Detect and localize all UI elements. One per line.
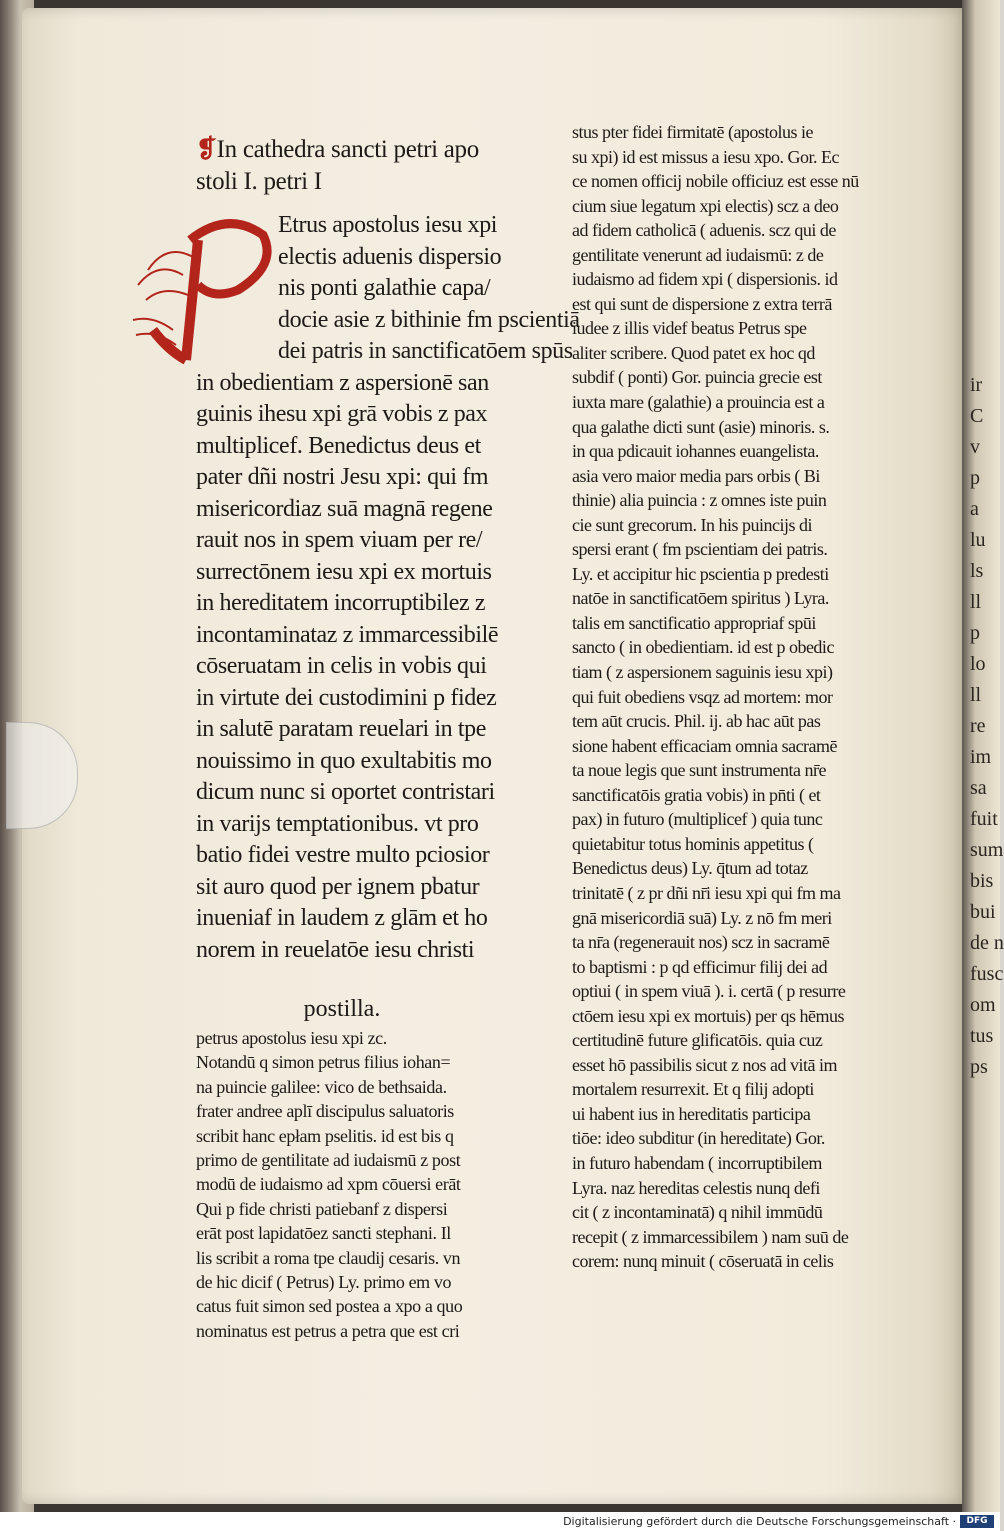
- postilla-line: Notandū q simon petrus filius iohan=: [196, 1052, 451, 1073]
- right-column: [572, 120, 912, 1274]
- facing-page-fragment: ll: [970, 591, 982, 613]
- commentary-line: tiam ( z aspersionem saguinis iesu xpi): [572, 662, 833, 683]
- facing-page-fragment: lu: [970, 529, 986, 551]
- commentary-line: mortalem resurrexit. Et q filij adopti: [572, 1079, 814, 1100]
- main-text-line: rauit nos in spem viuam per re/: [196, 527, 483, 553]
- main-text-line: misericordiaz suā magnā regene: [196, 495, 493, 522]
- main-text-line: in salutē paratam reuelari in tpe: [196, 716, 486, 742]
- main-text-line: inueniaf in laudem z glām et ho: [196, 905, 488, 931]
- postilla-line: erāt post lapidatōez sancti stephani. Il: [196, 1223, 451, 1244]
- postilla-line: lis scribit a roma tpe claudij cesaris. vn: [196, 1247, 461, 1268]
- commentary-line: optiui ( in spem viuā ). i. certā ( p resurre: [572, 981, 846, 1002]
- commentary-line: sancto ( in obedientiam. id est p obedic: [572, 637, 834, 658]
- commentary-line: sanctificatōis gratia vobis) in pn̄ti ( et: [572, 784, 821, 805]
- main-text-line: norem in reuelatōe iesu christi: [196, 936, 475, 963]
- commentary-line: qui fuit obediens vsqz ad mortem: mor: [572, 686, 833, 707]
- facing-page-edge: [962, 0, 1004, 1512]
- main-text-line: docie asie z bithinie fm pscientiā: [278, 306, 580, 333]
- commentary-line: corem: nunq minuit ( cōseruatā in celis: [572, 1251, 834, 1272]
- commentary-line: sione habent efficaciam omnia sacramē: [572, 735, 838, 756]
- commentary-line: natōe in sanctificatōem spiritus ) Lyra.: [572, 588, 829, 609]
- commentary-line: tem aūt crucis. Phil. ij. ab hac aūt pas: [572, 711, 821, 732]
- facing-page-fragment: ll: [970, 684, 982, 706]
- postilla-line: primo de gentilitate ad iudaismū z post: [196, 1150, 461, 1171]
- commentary-line: Benedictus deus) Ly. q̄tum ad totaz: [572, 858, 808, 879]
- commentary-line: spersi erant ( fm pscientiam dei patris.: [572, 539, 828, 560]
- commentary-line: aliter scribere. Quod patet ex hoc qd: [572, 342, 815, 363]
- commentary-line: to baptismi : p qd efficimur filij dei ad: [572, 956, 828, 977]
- commentary-line: qua galathe dicti sunt (asie) minoris. s.: [572, 416, 830, 437]
- commentary-line: Lyra. naz hereditas celestis nunq defi: [572, 1177, 820, 1198]
- commentary-line: cium siue legatum xpi electis) scz a deo: [572, 195, 839, 216]
- pilcrow-icon: ❡: [196, 136, 217, 163]
- commentary-line: ctōem iesu xpi ex mortuis) per qs hēmus: [572, 1005, 844, 1026]
- facing-page-fragment: fusc: [970, 963, 1004, 985]
- commentary-line: trinitatē ( z pr dñi nr̄i iesu xpi qui fm ma: [572, 882, 841, 903]
- commentary-line: stus pter fidei firmitatē (apostolus ie: [572, 122, 813, 142]
- facing-page-fragment: sa: [970, 777, 987, 799]
- main-text-line: cōseruatam in celis in vobis qui: [196, 653, 487, 679]
- facing-page-fragment: fuit: [970, 808, 998, 830]
- chapter-heading: [196, 134, 548, 198]
- main-text-line: dicum nunc si oportet contristari: [196, 779, 495, 805]
- main-text-line: incontaminataz z immarcessibilē: [196, 621, 499, 648]
- heading-line: stoli I. petri I: [196, 168, 322, 195]
- commentary-line: subdif ( ponti) Gor. puincia grecie est: [572, 367, 822, 388]
- commentary-line: pax) in futuro (multiplicef ) quia tunc: [572, 809, 823, 830]
- commentary-line: su xpi) id est missus a iesu xpo. Gor. Ec: [572, 146, 839, 167]
- commentary-line: certitudinē future glificatōis. quia cuz: [572, 1030, 823, 1051]
- commentary-line: recepit ( z immarcessibilem ) nam suū de: [572, 1226, 849, 1247]
- facing-page-fragment: a: [970, 498, 979, 520]
- main-text-line: multiplicef. Benedictus deus et: [196, 432, 481, 459]
- facing-page-fragment: ir: [970, 374, 983, 396]
- postilla-line: petrus apostolus iesu xpi zc.: [196, 1028, 387, 1048]
- main-text-line: in hereditatem incorruptibilez z: [196, 590, 486, 616]
- main-text-line: dei patris in sanctificatōem spūs: [278, 338, 573, 364]
- facing-page-fragment: om: [970, 994, 996, 1016]
- left-column: [196, 134, 580, 1343]
- postilla-text: [196, 1026, 548, 1343]
- commentary-line: cit ( z incontaminatā) q nihil immūdū: [572, 1202, 823, 1223]
- postilla-line: nominatus est petrus a petra que est cri: [196, 1320, 460, 1341]
- commentary-line: esset hō passibilis sicut z nos ad vitā im: [572, 1054, 837, 1075]
- main-text-line: batio fidei vestre multo pciosior: [196, 842, 490, 868]
- postilla-title: postilla.: [303, 996, 381, 1022]
- facing-page-fragment: ps: [970, 1056, 988, 1078]
- facing-page-fragment: bui: [970, 901, 996, 923]
- main-text-line: sit auro quod per ignem pbatur: [196, 873, 480, 900]
- commentary-line: cie sunt grecorum. In his puincijs di: [572, 514, 812, 535]
- facing-page-fragment: p: [970, 467, 980, 489]
- commentary-line: talis em sanctificatio appropriaf spūi: [572, 612, 816, 633]
- heading-line: In cathedra sancti petri apo: [216, 136, 479, 163]
- postilla-line: catus fuit simon sed postea a xpo a quo: [196, 1296, 463, 1317]
- footer-bar: [0, 1512, 1000, 1531]
- main-text-line: nis ponti galathie capa/: [278, 275, 491, 301]
- postilla-line: Qui p fide christi patiebanf z dispersi: [196, 1198, 448, 1219]
- facing-page-fragment: de n: [970, 932, 1004, 954]
- main-text-line: Etrus apostolus iesu xpi: [278, 212, 498, 238]
- facing-page-fragment: ls: [970, 560, 984, 582]
- facing-page-fragment: sum: [970, 839, 1004, 861]
- main-text-line: in varijs temptationibus. vt pro: [196, 810, 479, 837]
- commentary-line: ce nomen officij nobile officiuz est esse nū: [572, 171, 859, 192]
- facing-page-fragment: bis: [970, 870, 994, 892]
- facing-page-fragment: tus: [970, 1025, 994, 1047]
- postilla-line: modū de iudaismo ad xpm cōuersi erāt: [196, 1174, 461, 1195]
- commentary-line: iuxta mare (galathie) a prouincia est a: [572, 392, 825, 413]
- commentary-line: ui habent ius in hereditatis participa: [572, 1103, 811, 1124]
- facing-page-fragment: re: [970, 715, 986, 737]
- main-text-line: in virtute dei custodimini p fidez: [196, 684, 497, 711]
- commentary-line: iudee z illis videf beatus Petrus spe: [572, 318, 807, 339]
- commentary-line: quietabitur totus hominis appetitus (: [572, 833, 814, 854]
- commentary-line: gnā misericordiā suā) Ly. z nō fm meri: [572, 907, 832, 928]
- commentary-line: in qua pdicauit iohannes euangelista.: [572, 441, 819, 462]
- commentary-line: in futuro habendam ( incorruptibilem: [572, 1152, 822, 1173]
- footer-credit: Digitalisierung gefördert durch die Deutsche Forschungsgemeinschaft ·: [563, 1515, 956, 1528]
- commentary-line: gentilitate venerunt ad iudaismū: z de: [572, 244, 824, 265]
- commentary-line: iudaismo ad fidem xpi ( dispersionis. id: [572, 269, 838, 290]
- postilla-line: na puincie galilee: vico de bethsaida.: [196, 1076, 447, 1097]
- commentary-line: ta noue legis que sunt instrumenta nr̄e: [572, 760, 826, 781]
- commentary-line: asia vero maior media pars orbis ( Bi: [572, 465, 820, 486]
- main-text-line: surrectōnem iesu xpi ex mortuis: [196, 558, 492, 585]
- facing-page-text: [970, 370, 1004, 1083]
- commentary-line: Ly. et accipitur hic pscientia p predesti: [572, 563, 829, 584]
- facing-page-fragment: im: [970, 746, 992, 768]
- main-text-line: nouissimo in quo exultabitis mo: [196, 747, 492, 774]
- main-text: [196, 210, 580, 966]
- main-text-line: pater dñi nostri Jesu xpi: qui fm: [196, 464, 489, 490]
- commentary-line: ta nr̄a (regenerauit nos) scz in sacramē: [572, 932, 830, 953]
- commentary-line: est qui sunt de dispersione z extra terrā: [572, 293, 832, 314]
- postilla-line: scribit hanc epłam pselitis. id est bis q: [196, 1125, 454, 1146]
- facing-page-fragment: C: [970, 405, 984, 427]
- dfg-logo: DFG: [960, 1515, 994, 1528]
- commentary-line: tiōe: ideo subditur (in hereditate) Gor.: [572, 1128, 825, 1149]
- main-text-line: in obedientiam z aspersionē san: [196, 369, 489, 396]
- commentary-line: ad fidem catholicā ( aduenis. scz qui de: [572, 220, 836, 241]
- postilla-line: de hic dicif ( Petrus) Ly. primo em vo: [196, 1272, 452, 1293]
- postilla-line: frater andree aplī discipulus saluatoris: [196, 1101, 454, 1122]
- main-text-line: electis aduenis dispersio: [278, 243, 502, 270]
- facing-page-fragment: lo: [970, 653, 986, 675]
- commentary-line: thinie) alia puincia : z omnes iste puin: [572, 490, 827, 511]
- facing-page-fragment: v: [970, 436, 980, 458]
- main-text-line: guinis ihesu xpi grā vobis z pax: [196, 401, 488, 427]
- facing-page-fragment: p: [970, 622, 980, 644]
